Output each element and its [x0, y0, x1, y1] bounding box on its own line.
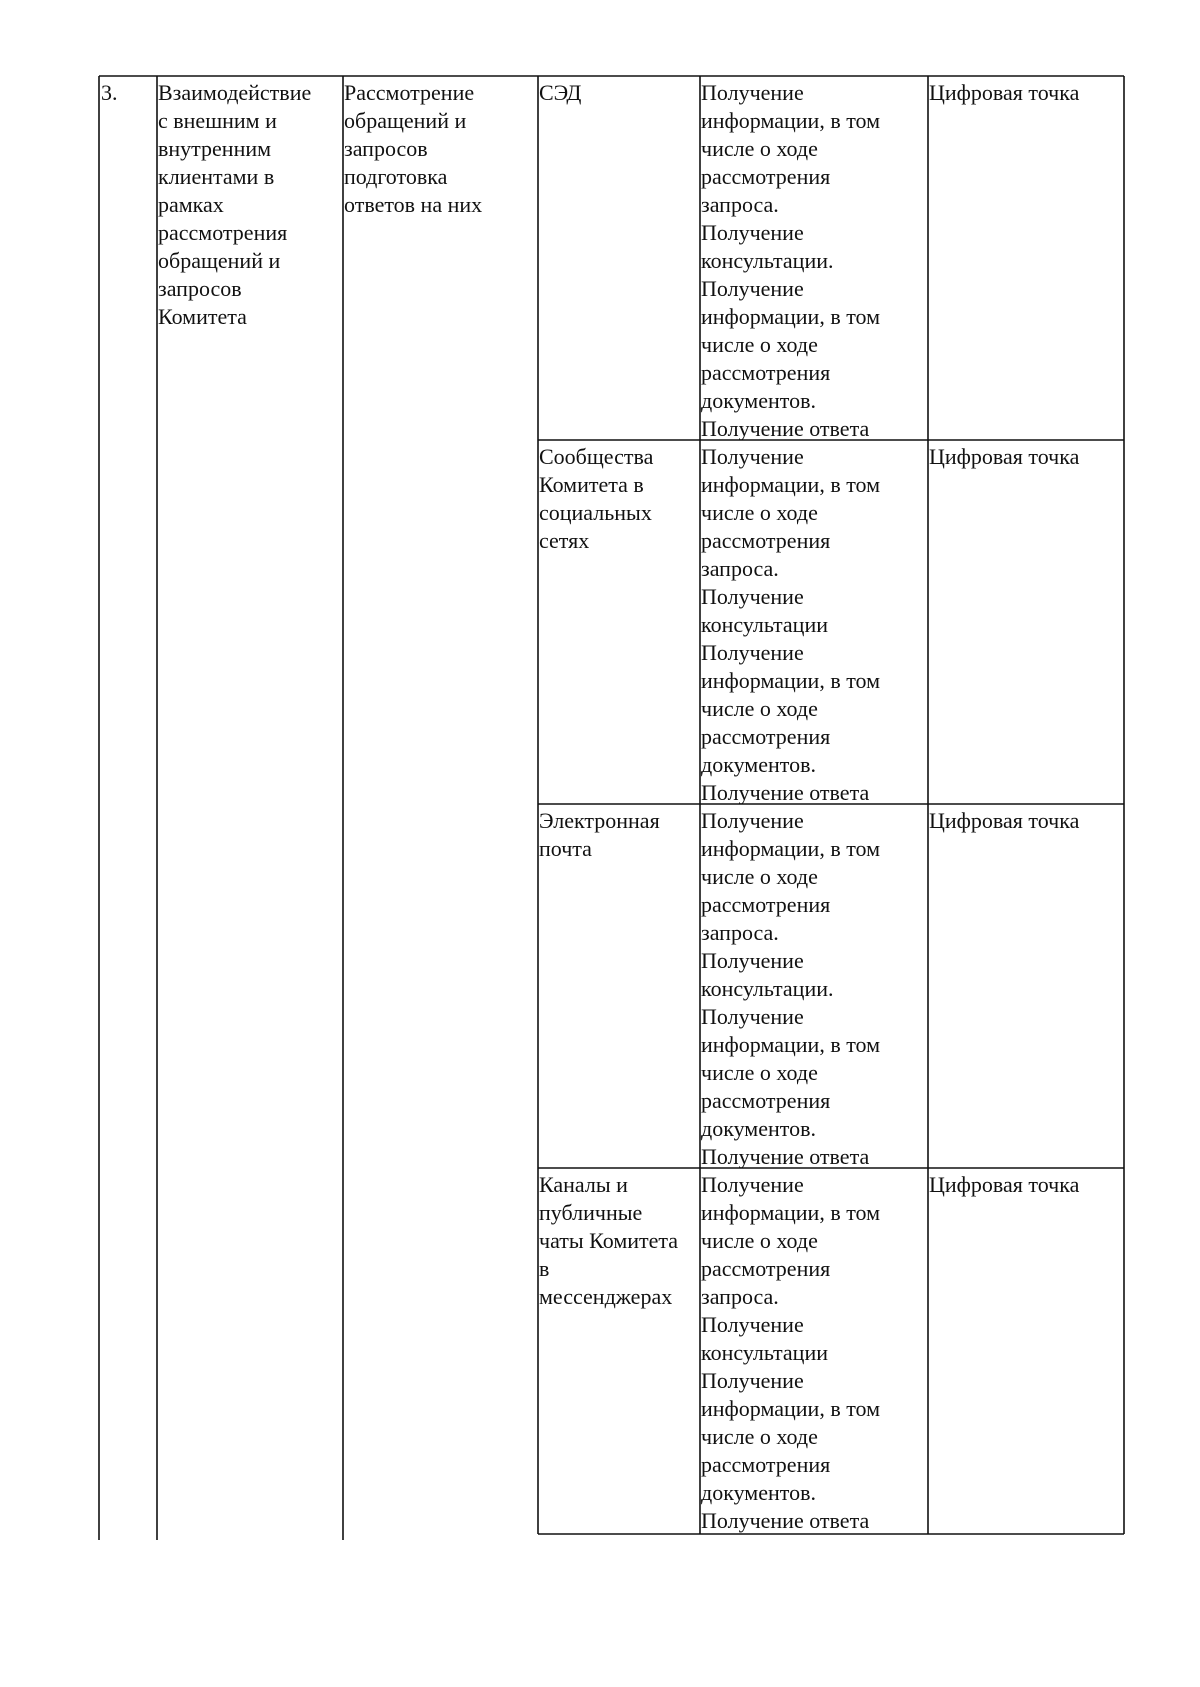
row-topic: Взаимодействие с внешним и внутренним клиентами в рамках рассмотрения обращений и запросов Комитета — [158, 80, 312, 329]
channel-name: Каналы и публичные чаты Комитета в мессенджерах — [539, 1172, 679, 1309]
channel-name: Сообщества Комитета в социальных сетях — [539, 444, 654, 553]
channel-point: Цифровая точка — [929, 80, 1080, 105]
row-process: Рассмотрение обращений и запросов подготовка ответов на них — [344, 80, 483, 217]
channel-point: Цифровая точка — [929, 444, 1080, 469]
channel-info: Получение информации, в том числе о ходе рассмотрения запроса. Получение консультации Получение информации, в том числе о ходе рассмотрения документов. Получение ответа — [701, 1172, 881, 1533]
channel-point: Цифровая точка — [929, 1172, 1080, 1197]
channel-info: Получение информации, в том числе о ходе рассмотрения запроса. Получение консультации. Получение информации, в том числе о ходе рассмотрения документов. Получение ответа — [701, 808, 881, 1169]
channel-name: СЭД — [539, 80, 582, 105]
channel-name: Электронная почта — [539, 808, 660, 861]
channel-info: Получение информации, в том числе о ходе рассмотрения запроса. Получение консультации. Получение информации, в том числе о ходе рассмотрения документов. Получение ответа — [701, 80, 881, 441]
channel-point: Цифровая точка — [929, 808, 1080, 833]
channel-info: Получение информации, в том числе о ходе рассмотрения запроса. Получение консультации Получение информации, в том числе о ходе рассмотрения документов. Получение ответа — [701, 444, 881, 805]
row-number: 3. — [101, 80, 118, 105]
